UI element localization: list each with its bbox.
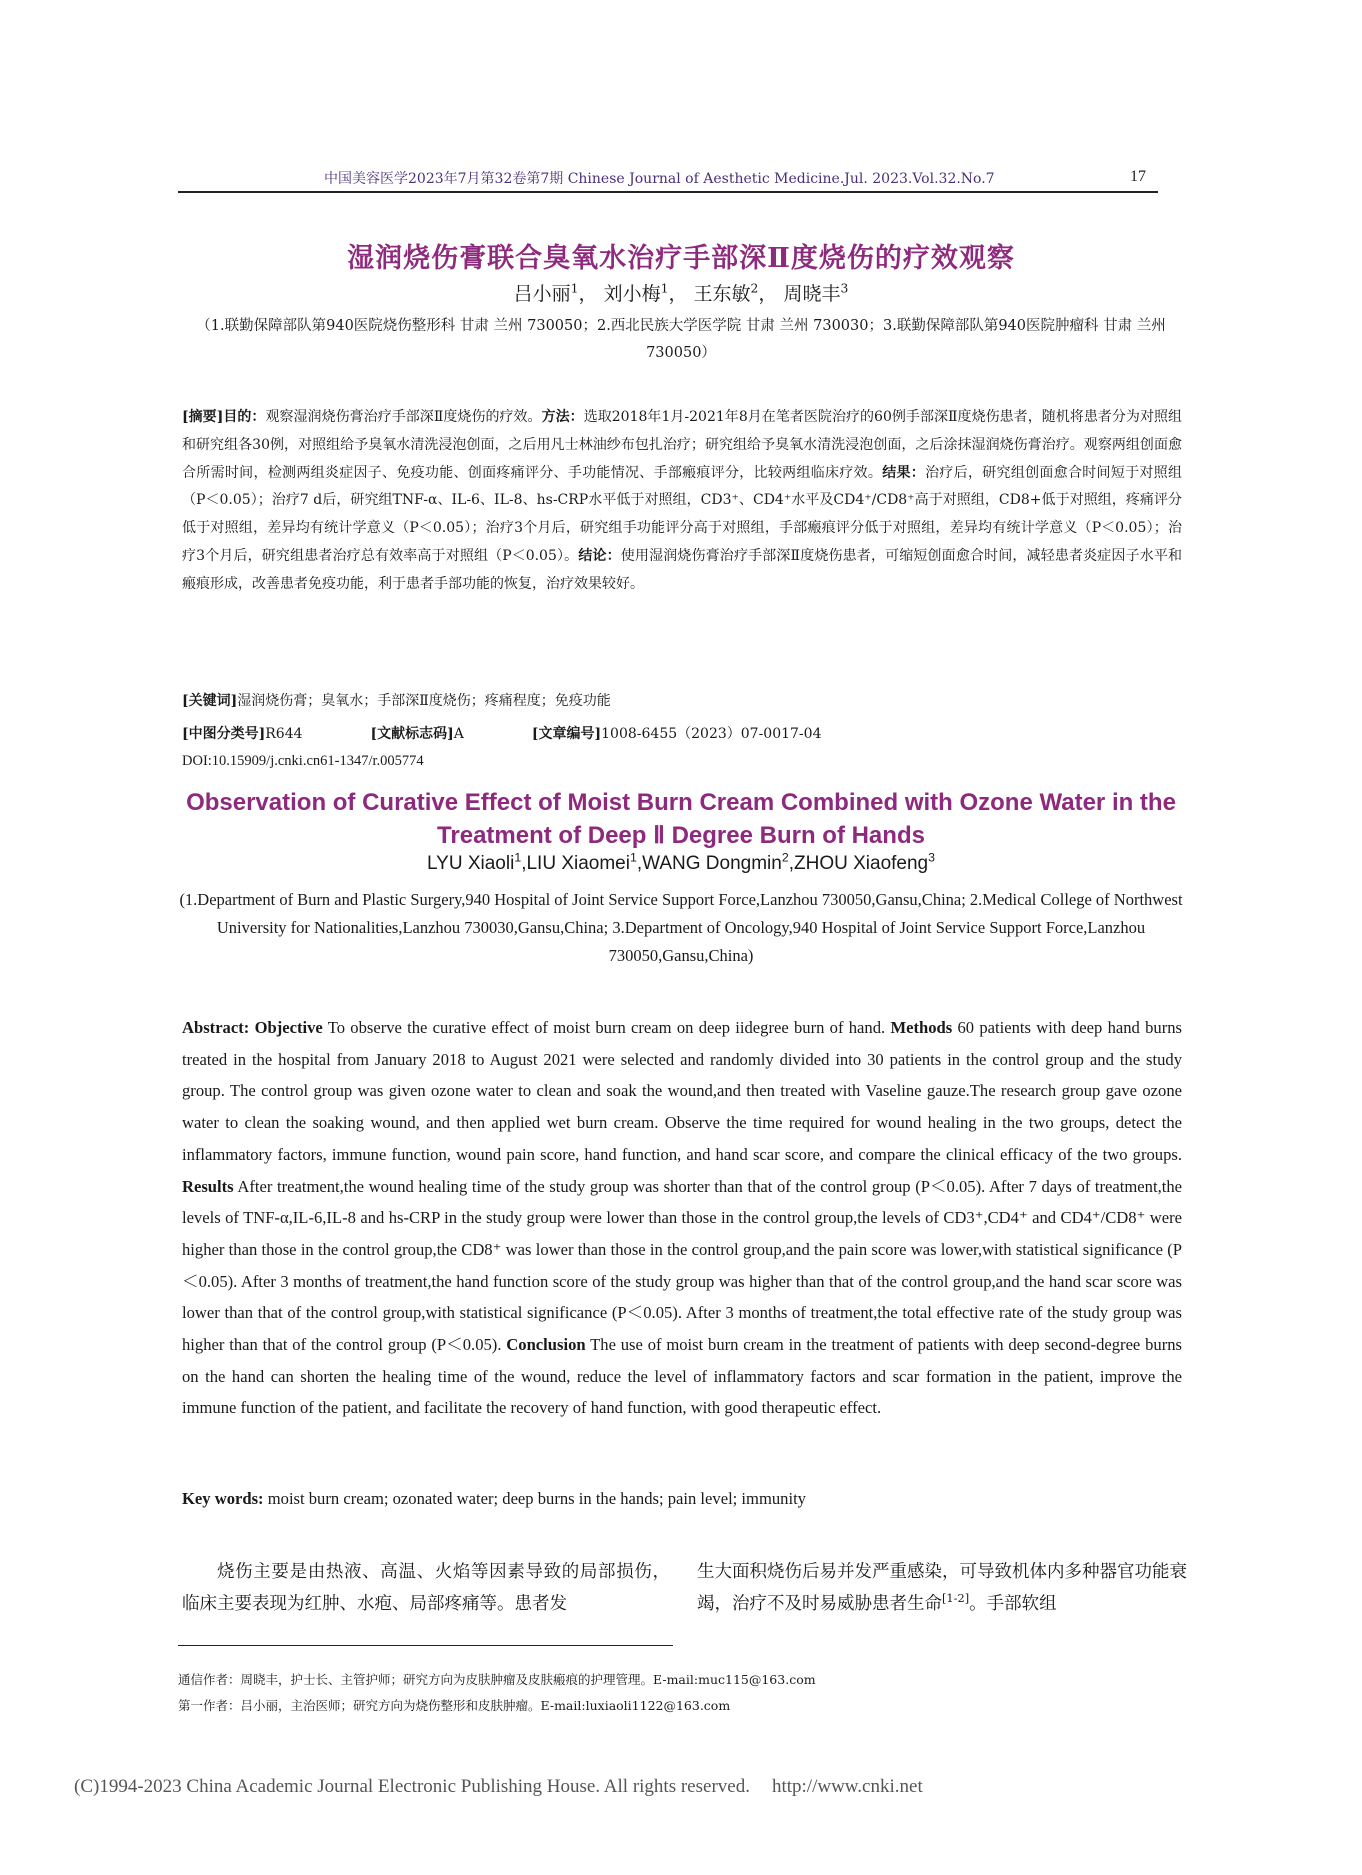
en-title: Observation of Curative Effect of Moist Burn Cream Combined with Ozone Water in the Treatment of Deep Ⅱ Degree Burn of Hands bbox=[186, 789, 1176, 849]
header-rule bbox=[178, 191, 1158, 193]
en-author: WANG Dongmin bbox=[642, 853, 782, 874]
body-right-text-end: 。手部软组 bbox=[969, 1594, 1057, 1614]
article-no bbox=[532, 723, 856, 743]
doc-code bbox=[371, 723, 498, 743]
en-methods-label: Methods bbox=[890, 1018, 953, 1037]
footnote-first-author: 第一作者：吕小丽，主治医师；研究方向为烧伤整形和皮肤肿瘤。E-mail:luxiaoli1122@163.com bbox=[178, 1698, 731, 1713]
en-conclusion-label: Conclusion bbox=[506, 1335, 586, 1355]
copyright-line bbox=[74, 1776, 923, 1798]
cn-author: 吕小丽 bbox=[513, 283, 571, 305]
cn-abstract-label: [摘要] bbox=[182, 409, 224, 425]
cn-author-mark: 1 bbox=[660, 281, 669, 296]
journal-line: 中国美容医学2023年7月第32卷第7期 Chinese Journal of Aesthetic Medicine.Jul. 2023.Vol.32.No.7 bbox=[324, 171, 995, 187]
cn-objective: 观察湿润烧伤膏治疗手部深Ⅱ度烧伤的疗效。 bbox=[265, 409, 542, 425]
en-author-mark: 2 bbox=[781, 850, 789, 865]
cn-author-mark: 1 bbox=[570, 281, 579, 296]
en-author-sep: , bbox=[636, 853, 643, 874]
en-author-mark: 1 bbox=[514, 850, 522, 865]
en-objective: To observe the curative effect of moist burn cream on deep iidegree burn of hand. bbox=[327, 1018, 886, 1037]
en-author: LYU Xiaoli bbox=[427, 853, 515, 874]
doi: DOI:10.15909/j.cnki.cn61-1347/r.005774 bbox=[182, 753, 424, 769]
en-abstract bbox=[182, 1012, 1182, 1424]
footnote-corresponding-author: 通信作者：周晓丰，护士长、主管护师；研究方向为皮肤肿瘤及皮肤瘢痕的护理管理。E-mail:muc115@163.com bbox=[178, 1672, 816, 1687]
doc-code-label: [文献标志码] bbox=[370, 726, 454, 742]
cn-keywords-text: 湿润烧伤膏；臭氧水；手部深Ⅱ度烧伤；疼痛程度；免疫功能 bbox=[237, 693, 611, 709]
en-results-label: Results bbox=[182, 1176, 234, 1196]
cn-title: 湿润烧伤膏联合臭氧水治疗手部深Ⅱ度烧伤的疗效观察 bbox=[347, 243, 1015, 274]
article-no-value: 1008-6455（2023）07-0017-04 bbox=[601, 726, 822, 742]
body-column-right bbox=[697, 1556, 1187, 1620]
en-abstract-label: Abstract: bbox=[182, 1018, 250, 1037]
cn-result: 治疗后，研究组创面愈合时间短于对照组（P＜0.05）；治疗7 d后，研究组TNF-α、IL-6、IL-8、hs-CRP水平低于对照组，CD3⁺、CD4⁺水平及CD4⁺/CD8⁺高于对照组，CD8+低于对照组，疼痛评分低于对照组，差异均有统计学意义（P＜0.05）；治疗3个月后，研究组手功能评分高于对照组，手部瘢痕评分低于对照组，差异均有统计学意义（P＜0.05）；治疗3个月后，研究组患者治疗总有效率高于对照组（P＜0.05）。 bbox=[182, 464, 1183, 564]
en-author-sep: , bbox=[788, 853, 794, 874]
en-keywords-text: moist burn cream; ozonated water; deep burns in the hands; pain level; immunity bbox=[267, 1489, 806, 1508]
cn-author-sep: ， bbox=[578, 283, 598, 305]
body-column-left: 烧伤主要是由热液、高温、火焰等因素导致的局部损伤，临床主要表现为红肿、水疱、局部疼痛等。患者发 bbox=[182, 1562, 670, 1614]
en-affiliation: (1.Department of Burn and Plastic Surgery,940 Hospital of Joint Service Support Force,Lanzhou 730050,Gansu,China; 2.Medical College of Northwest University for Nationalities,Lanzhou 730030,Gansu,China; 3.Department of Oncology,940 Hospital of Joint Service Support Force,Lanzhou 730050,Gansu,China) bbox=[179, 890, 1183, 965]
clc-value: R644 bbox=[265, 726, 303, 742]
en-keywords-label: Key words: bbox=[182, 1489, 264, 1508]
cn-author-sep: ， bbox=[668, 283, 688, 305]
en-results: After treatment,the wound healing time of the study group was shorter than that of the control group (P＜0.05). After 7 days of treatment,the levels of TNF-α,IL-6,IL-8 and hs-CRP in the study group were lower than those in the control group,the levels of CD3⁺,CD4⁺ and CD4⁺/CD8⁺ were higher than those in the control group,the CD8⁺ was lower than those in the control group,and the pain score was lower,with statistical significance (P＜0.05). After 3 months of treatment,the hand function score of the study group was higher than that of the control group,and the hand scar score was lower than that of the control group,with statistical significance (P＜0.05). After 3 months of treatment,the total effective rate of the study group was higher than that of the control group (P＜0.05). bbox=[182, 1176, 1183, 1355]
en-author-sep: , bbox=[521, 853, 527, 874]
en-authors bbox=[0, 850, 1362, 875]
citation: [1-2] bbox=[942, 1591, 970, 1606]
en-objective-label: Objective bbox=[254, 1018, 323, 1037]
en-conclusion: The use of moist burn cream in the treatment of patients with deep second-degree burns on the hand can shorten the healing time of the wound, reduce the level of inflammatory factors and scar formation in the patient, improve the immune function of the patient, and facilitate the recovery of hand function, with good therapeutic effect. bbox=[182, 1335, 1182, 1418]
cnki-link[interactable]: http://www.cnki.net bbox=[771, 1776, 923, 1797]
cn-abstract bbox=[182, 404, 1182, 599]
cn-method: 选取2018年1月-2021年8月在笔者医院治疗的60例手部深Ⅱ度烧伤患者，随机将患者分为对照组和研究组各30例，对照组给予臭氧水清洗浸泡创面，之后用凡士林油纱布包扎治疗；研究组给予臭氧水清洗浸泡创面，之后涂抹湿润烧伤膏治疗。观察两组创面愈合所需时间，检测两组炎症因子、免疫功能、创面疼痛评分、手功能情况、手部瘢痕评分，比较两组临床疗效。 bbox=[182, 409, 1183, 481]
en-author-mark: 1 bbox=[629, 850, 637, 865]
cn-keywords bbox=[182, 690, 1182, 710]
cn-affiliation: （1.联勤保障部队第940医院烧伤整形科 甘肃 兰州 730050；2.西北民族大学医学院 甘肃 兰州 730030；3.联勤保障部队第940医院肿瘤科 甘肃 兰州 730050） bbox=[196, 318, 1166, 361]
en-author: LIU Xiaomei bbox=[526, 853, 630, 874]
clc-label: [中图分类号] bbox=[182, 726, 266, 742]
cn-author-mark: 3 bbox=[840, 281, 849, 296]
cn-author: 周晓丰 bbox=[783, 283, 841, 305]
running-head bbox=[178, 168, 1158, 190]
en-author-mark: 3 bbox=[928, 850, 935, 865]
footnote-rule bbox=[178, 1645, 673, 1646]
cn-author: 刘小梅 bbox=[603, 283, 661, 305]
doc-code-value: A bbox=[453, 726, 464, 742]
cn-author-sep: ， bbox=[758, 283, 778, 305]
cn-result-label: 结果： bbox=[882, 464, 926, 481]
body-right-text: 生大面积烧伤后易并发严重感染，可导致机体内多种器官功能衰竭，治疗不及时易威胁患者生命 bbox=[697, 1562, 1187, 1614]
en-methods: 60 patients with deep hand burns treated in the hospital from January 2018 to August 2021 were selected and randomly divided into 30 patients in the control group and the study group. The control group was given ozone water to clean and soak the wound,and then treated with Vaseline gauze.The research group gave ozone water to clean the soaking wound, and then applied wet burn cream. Observe the time required for wound healing in the two groups, detect the inflammatory factors, immune function, wound pain score, hand function, and hand scar score, and compare the clinical efficacy of the two groups. bbox=[182, 1018, 1182, 1164]
cn-keywords-label: [关键词] bbox=[182, 693, 238, 709]
cn-conclusion: 使用湿润烧伤膏治疗手部深Ⅱ度烧伤患者，可缩短创面愈合时间，减轻患者炎症因子水平和瘢痕形成，改善患者免疫功能，利于患者手部功能的恢复，治疗效果较好。 bbox=[182, 547, 1183, 592]
cn-conclusion-label: 结论： bbox=[578, 547, 621, 564]
cn-objective-label: 目的： bbox=[223, 409, 266, 425]
en-author: ZHOU Xiaofeng bbox=[794, 853, 929, 874]
clc bbox=[182, 723, 337, 743]
cn-author-mark: 2 bbox=[750, 281, 759, 296]
cn-authors bbox=[0, 279, 1362, 306]
page-number: 17 bbox=[1130, 168, 1146, 185]
copyright-text: (C)1994-2023 China Academic Journal Electronic Publishing House. All rights reserved. bbox=[74, 1776, 750, 1797]
cn-author: 王东敏 bbox=[693, 283, 751, 305]
article-no-label: [文章编号] bbox=[531, 726, 602, 742]
cn-classification bbox=[182, 723, 1182, 743]
en-keywords bbox=[182, 1489, 806, 1509]
cn-method-label: 方法： bbox=[541, 409, 584, 425]
